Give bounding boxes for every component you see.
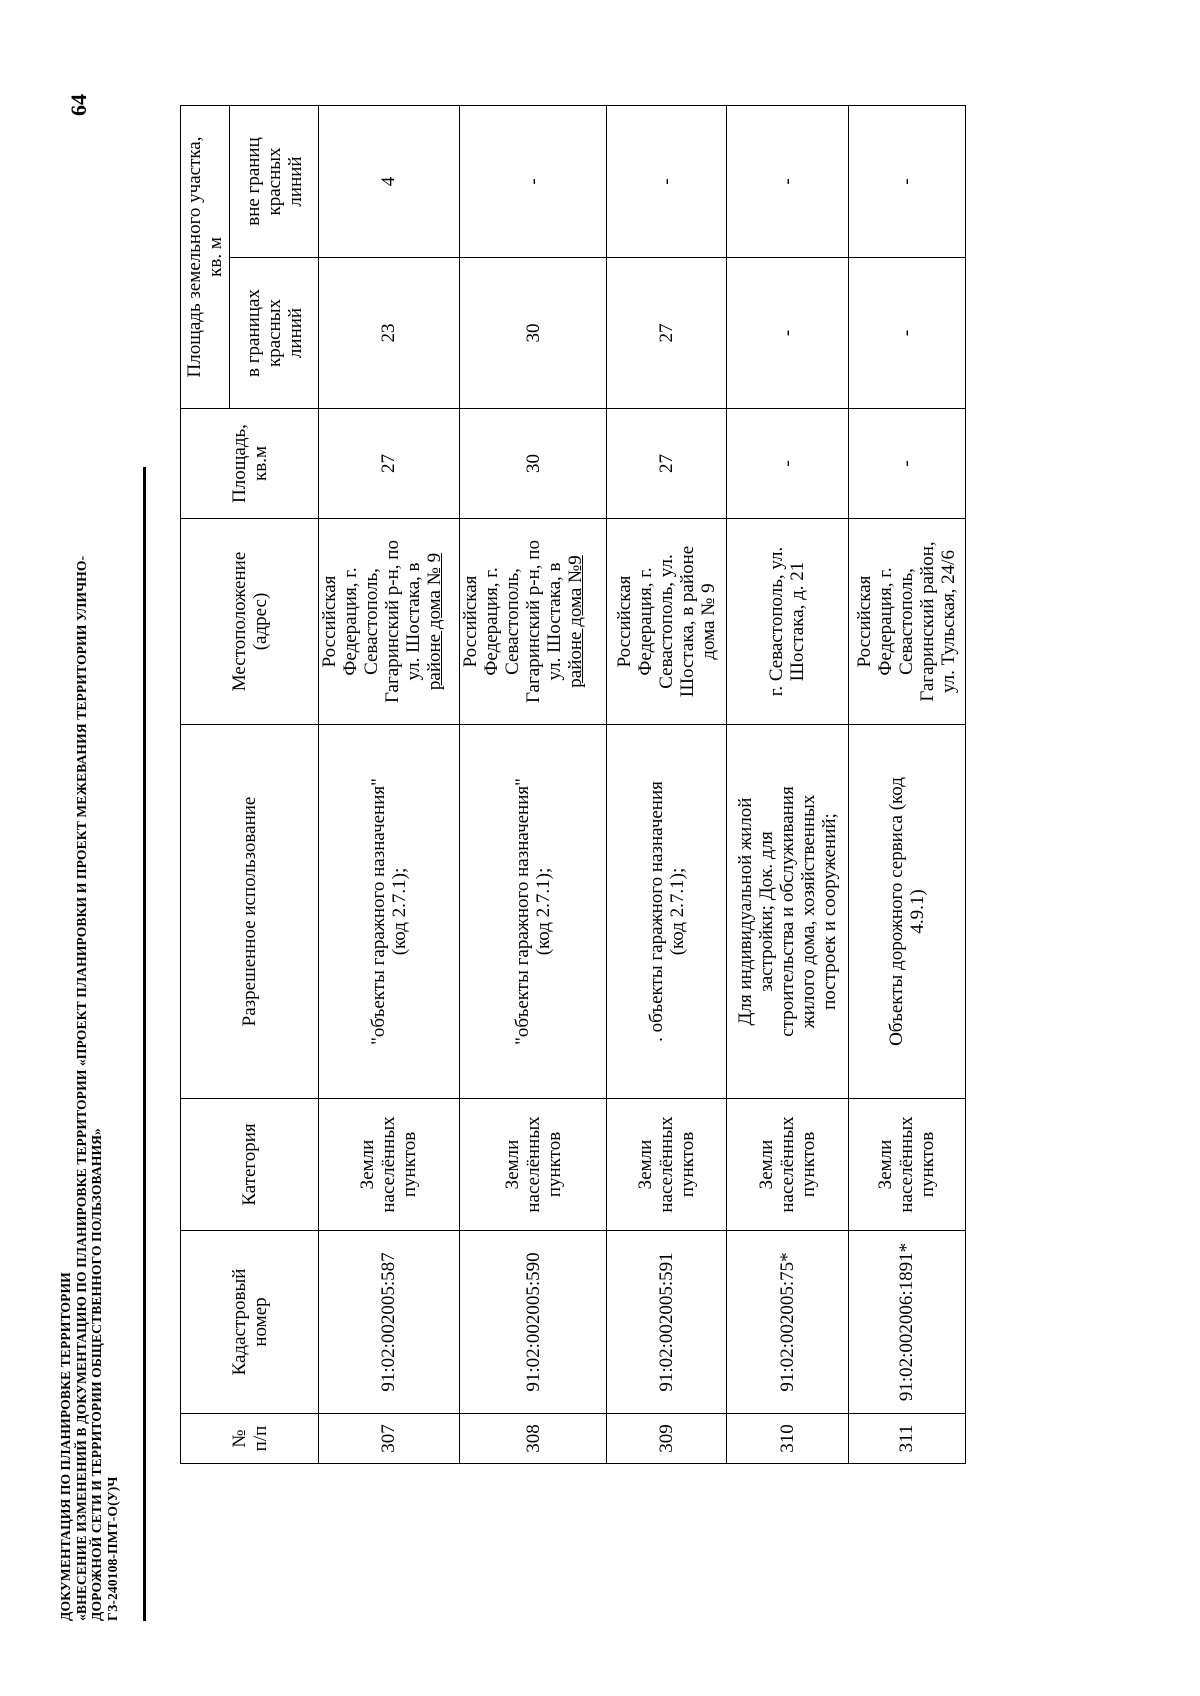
cell-location (848, 519, 965, 725)
header-line: «ВНЕСЕНИЕ ИЗМЕНЕНИЙ В ДОКУМЕНТАЦИЮ ПО ПЛАНИРОВКЕ ТЕРРИТОРИИ «ПРОЕКТ ПЛАНИРОВКИ И ПРОЕКТ МЕЖЕВАНИЯ ТЕРРИТОРИИ УЛИЧНО- (73, 555, 89, 1621)
cell-cadastral (607, 1231, 727, 1414)
cell-usage-text: Для индивидуальной жилой застройки; Док. для строительства и обслуживания жилого дома, хозяйственных построек и сооружений; (734, 786, 840, 1037)
cell-location (319, 519, 460, 725)
cell-within (319, 258, 460, 409)
header-rule (143, 467, 146, 1621)
header-line: ГЗ-240108-ПМТ-О(У)Ч (104, 1476, 120, 1621)
cell-area (726, 409, 848, 519)
header-location: Местоположение (адрес) (181, 519, 319, 725)
header-within-red-lines: в границах красных линий (230, 258, 319, 409)
cell-within-text: 23 (378, 323, 400, 343)
cell-area-text: 27 (378, 454, 400, 473)
cell-area (319, 409, 460, 519)
cell-location-last-line: районе дома № 9 (424, 552, 445, 691)
cell-num (607, 1414, 727, 1464)
cell-num (726, 1414, 848, 1464)
cell-cadastral (848, 1231, 965, 1414)
cell-location (607, 519, 727, 725)
cell-location (726, 519, 848, 725)
cell-category (848, 1099, 965, 1231)
cell-within-text: - (896, 329, 918, 337)
cell-category (319, 1099, 460, 1231)
table-row (726, 105, 848, 1463)
cell-num-text: 308 (522, 1424, 544, 1453)
table-row (319, 105, 460, 1463)
cell-usage (726, 725, 848, 1099)
cell-within (848, 258, 965, 409)
cell-usage-text: "объекты гаражного назначения" (код 2.7.1); (512, 778, 555, 1045)
cell-within-text: 30 (522, 323, 544, 343)
cell-location (459, 519, 606, 725)
cell-cadastral-text: 91:02:002005:587 (378, 1252, 400, 1392)
header-line: ДОРОЖНОЙ СЕТИ И ТЕРРИТОРИИ ОБЩЕСТВЕННОГО ПОЛЬЗОВАНИЯ» (89, 1128, 104, 1621)
cell-area-text: 27 (656, 454, 678, 473)
cell-cadastral (726, 1231, 848, 1414)
cell-area (607, 409, 727, 519)
header-category: Категория (181, 1099, 319, 1231)
cell-cadastral-text: 91:02:002005:590 (522, 1252, 544, 1392)
cell-outside (459, 105, 606, 257)
cell-num-text: 311 (896, 1424, 918, 1453)
cell-usage (319, 725, 460, 1099)
cell-within (726, 258, 848, 409)
cell-usage (607, 725, 727, 1099)
cell-location-text: Российская Федерация, г. Севастополь, Гагаринский район, ул. Тульская, 24/6 (854, 541, 960, 702)
cell-location-text: Российская Федерация, г. Севастополь, ул. Шостака, в районе дома № 9 (614, 545, 720, 698)
cell-location-text: Российская Федерация, г. Севастополь, Гагаринский р-н, по ул. Шостака, в (319, 540, 424, 703)
cell-outside-text: - (896, 178, 918, 185)
cell-usage (848, 725, 965, 1099)
cell-num-text: 310 (776, 1424, 798, 1453)
cell-outside (319, 105, 460, 257)
page-number: 64 (66, 94, 91, 116)
cell-cadastral-text: 91:02:002006:1891* (896, 1242, 918, 1402)
cell-within (607, 258, 727, 409)
header-outside-red-lines: вне границ красных линий (230, 105, 319, 257)
cell-within (459, 258, 606, 409)
cell-usage-text: "объекты гаражного назначения" (код 2.7.1); (367, 778, 410, 1045)
cell-area-text: - (776, 460, 798, 467)
cell-area-text: 30 (522, 454, 544, 473)
cell-cadastral (319, 1231, 460, 1414)
table-row (459, 105, 606, 1463)
cell-outside (726, 105, 848, 257)
header-area: Площадь, кв.м (181, 409, 319, 519)
cell-usage-text: Объекты дорожного сервиса (код 4.9.1) (885, 777, 928, 1046)
cell-category-text: Земли населённых пунктов (755, 1116, 819, 1213)
cell-num (319, 1414, 460, 1464)
cell-area-text: - (896, 460, 918, 467)
cell-cadastral-text: 91:02:002005:75* (776, 1252, 798, 1392)
cell-within-text: 27 (656, 323, 678, 343)
cell-cadastral (459, 1231, 606, 1414)
cell-category-text: Земли населённых пунктов (357, 1116, 421, 1213)
cell-area (848, 409, 965, 519)
cell-area (459, 409, 606, 519)
cell-category-text: Земли населённых пунктов (635, 1116, 699, 1213)
cell-category (726, 1099, 848, 1231)
header-line: ДОКУМЕНТАЦИЯ ПО ПЛАНИРОВКЕ ТЕРРИТОРИИ (58, 1272, 73, 1621)
cell-usage-text: . объекты гаражного назначения (код 2.7.1); (645, 781, 688, 1042)
cell-outside-text: - (522, 178, 544, 185)
cell-outside-text: - (776, 178, 798, 185)
cell-location-text: г. Севастополь, ул. Шостака, д. 21 (766, 546, 809, 697)
cell-within-text: - (776, 329, 798, 337)
table-row (607, 105, 727, 1463)
header-cadastral: Кадастровый номер (181, 1231, 319, 1414)
document-header (58, 421, 120, 1621)
cell-outside-text: - (656, 178, 678, 185)
cell-outside-text: 4 (378, 176, 400, 187)
cell-num (459, 1414, 606, 1464)
table-row (848, 105, 965, 1463)
land-plots-table (180, 105, 966, 1464)
cell-category-text: Земли населённых пунктов (875, 1116, 939, 1213)
cell-cadastral-text: 91:02:002005:591 (656, 1252, 678, 1392)
cell-num-text: 309 (656, 1424, 678, 1453)
cell-usage (459, 725, 606, 1099)
header-usage: Разрешенное использование (181, 725, 319, 1099)
cell-category (459, 1099, 606, 1231)
cell-location-text: Российская Федерация, г. Севастополь, Гагаринский р-н, по ул. Шостака, в (459, 540, 565, 703)
cell-num (848, 1414, 965, 1464)
header-plot-area: Площадь земельного участка, кв. м (181, 105, 230, 408)
header-num: № п/п (181, 1414, 319, 1464)
cell-outside (848, 105, 965, 257)
cell-num-text: 307 (378, 1424, 400, 1453)
cell-category (607, 1099, 727, 1231)
cell-category-text: Земли населённых пунктов (501, 1116, 565, 1213)
cell-outside (607, 105, 727, 257)
cell-location-last-line: районе дома №9 (564, 555, 586, 688)
